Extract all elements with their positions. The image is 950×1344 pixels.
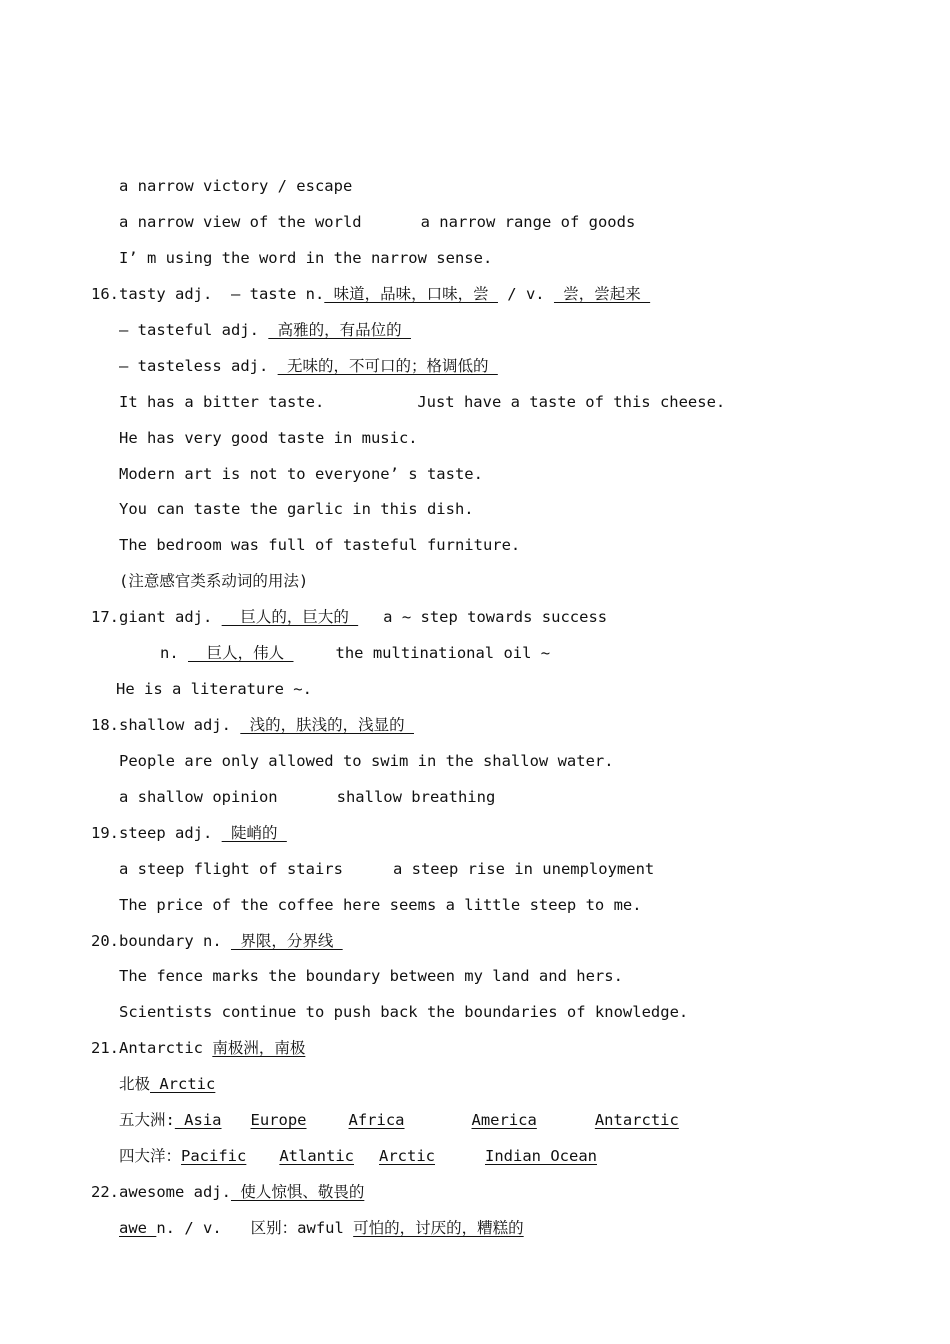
example-text: a steep rise in unemployment	[392, 860, 655, 878]
entry-headword: 21.Antarctic	[91, 1039, 213, 1057]
entry-definition: 界限，分界线	[230, 932, 343, 950]
example-text: The price of the coffee here seems a little steep to me.	[119, 896, 642, 914]
entry-definition: 陡峭的	[221, 824, 287, 842]
example-text: a narrow range of goods	[420, 213, 636, 231]
vocab-entry-18	[91, 714, 414, 736]
vocab-entry-22	[91, 1181, 364, 1203]
entry-noun-line	[160, 642, 550, 664]
example-text: I’ m using the word in the narrow sense.	[119, 249, 493, 267]
vocab-entry-19	[91, 822, 287, 844]
example-text: the multinational oil ~	[335, 644, 551, 662]
derivative-line	[119, 355, 498, 377]
ocean-name: Indian Ocean	[485, 1147, 597, 1165]
entry-definition: 尝，尝起来	[553, 285, 651, 303]
example-line	[119, 247, 492, 269]
entry-definition: 无味的，不可口的；格调低的	[277, 357, 498, 375]
example-text: He is a literature ~.	[116, 680, 312, 698]
example-text: It has a bitter taste.	[119, 393, 325, 411]
derivative-word: — tasteful adj.	[119, 321, 269, 339]
example-line	[119, 1001, 688, 1023]
entry-definition: 南极洲，南极	[212, 1039, 306, 1057]
entry-definition: 味道，品味，口味，尝	[324, 285, 498, 303]
note-line	[119, 570, 308, 592]
example-line	[119, 534, 520, 556]
vocab-entry-20	[91, 930, 343, 952]
entry-headword: 16.tasty adj. – taste n.	[91, 285, 325, 303]
entry-definition: 巨人，伟人	[188, 644, 294, 662]
entry-pos: n. / v.	[156, 1219, 222, 1237]
continent-name: Africa	[348, 1111, 405, 1129]
derivative-line	[119, 1217, 524, 1239]
example-text: People are only allowed to swim in the shallow water.	[119, 752, 614, 770]
difference-note: 区别：awful	[250, 1219, 354, 1237]
example-text: Just have a taste of this cheese.	[417, 393, 726, 411]
oceans-line	[119, 1145, 597, 1167]
entry-definition: 浅的，肤浅的，浅显的	[240, 716, 414, 734]
continents-label: 五大洲:	[119, 1111, 175, 1129]
example-text: a narrow victory / escape	[119, 177, 353, 195]
example-text: The bedroom was full of tasteful furniture.	[119, 536, 521, 554]
example-text: Modern art is not to everyone’ s taste.	[119, 465, 483, 483]
example-line	[119, 211, 635, 233]
vocab-entry-16	[91, 283, 650, 305]
example-line	[119, 786, 495, 808]
related-word: Arctic	[150, 1075, 216, 1093]
continents-list	[175, 1111, 679, 1129]
entry-pos: n.	[160, 644, 188, 662]
example-text: You can taste the garlic in this dish.	[119, 500, 474, 518]
related-line	[119, 1073, 215, 1095]
example-line	[119, 750, 614, 772]
example-line	[119, 894, 642, 916]
continent-name: Europe	[250, 1111, 307, 1129]
entry-pos: / v.	[497, 285, 554, 303]
derivative-word: awe	[119, 1219, 157, 1237]
ocean-name: Arctic	[379, 1147, 435, 1165]
example-line	[119, 427, 418, 449]
vocab-entry-21	[91, 1037, 305, 1059]
related-label: 北极	[119, 1075, 151, 1093]
example-text: a shallow opinion	[119, 788, 278, 806]
entry-headword: 19.steep adj.	[91, 824, 222, 842]
note-text: (注意感官类系动词的用法)	[119, 572, 309, 590]
entry-definition: 使人惊惧、敬畏的	[230, 1183, 365, 1201]
entry-headword: 18.shallow adj.	[91, 716, 241, 734]
oceans-label: 四大洋：	[119, 1147, 182, 1165]
example-text: a narrow view of the world	[119, 213, 362, 231]
example-line	[119, 463, 483, 485]
example-text: shallow breathing	[336, 788, 496, 806]
entry-definition: 巨人的，巨大的	[221, 608, 359, 626]
entry-headword: 22.awesome adj.	[91, 1183, 231, 1201]
example-text: a ~ step towards success	[383, 608, 608, 626]
vocab-entry-17	[91, 606, 607, 628]
entry-definition: 可怕的，讨厌的，糟糕的	[353, 1219, 524, 1237]
continent-name: Antarctic	[594, 1111, 679, 1129]
example-text: Scientists continue to push back the boundaries of knowledge.	[119, 1003, 689, 1021]
continent-name: America	[471, 1111, 537, 1129]
entry-definition: 高雅的，有品位的	[268, 321, 411, 339]
example-text: a steep flight of stairs	[119, 860, 343, 878]
oceans-list	[181, 1147, 597, 1165]
example-line	[119, 498, 474, 520]
entry-headword: 17.giant adj.	[91, 608, 222, 626]
example-line	[119, 391, 725, 413]
entry-headword: 20.boundary n.	[91, 932, 231, 950]
ocean-name: Pacific	[181, 1147, 247, 1165]
ocean-name: Atlantic	[279, 1147, 354, 1165]
example-text: He has very good taste in music.	[119, 429, 418, 447]
continents-line	[119, 1109, 679, 1131]
example-line	[119, 965, 623, 987]
continent-name: Asia	[174, 1111, 222, 1129]
derivative-word: — tasteless adj.	[119, 357, 278, 375]
derivative-line	[119, 319, 411, 341]
example-line	[119, 858, 654, 880]
example-text: The fence marks the boundary between my land and hers.	[119, 967, 623, 985]
example-line	[116, 678, 312, 700]
example-line	[119, 175, 352, 197]
